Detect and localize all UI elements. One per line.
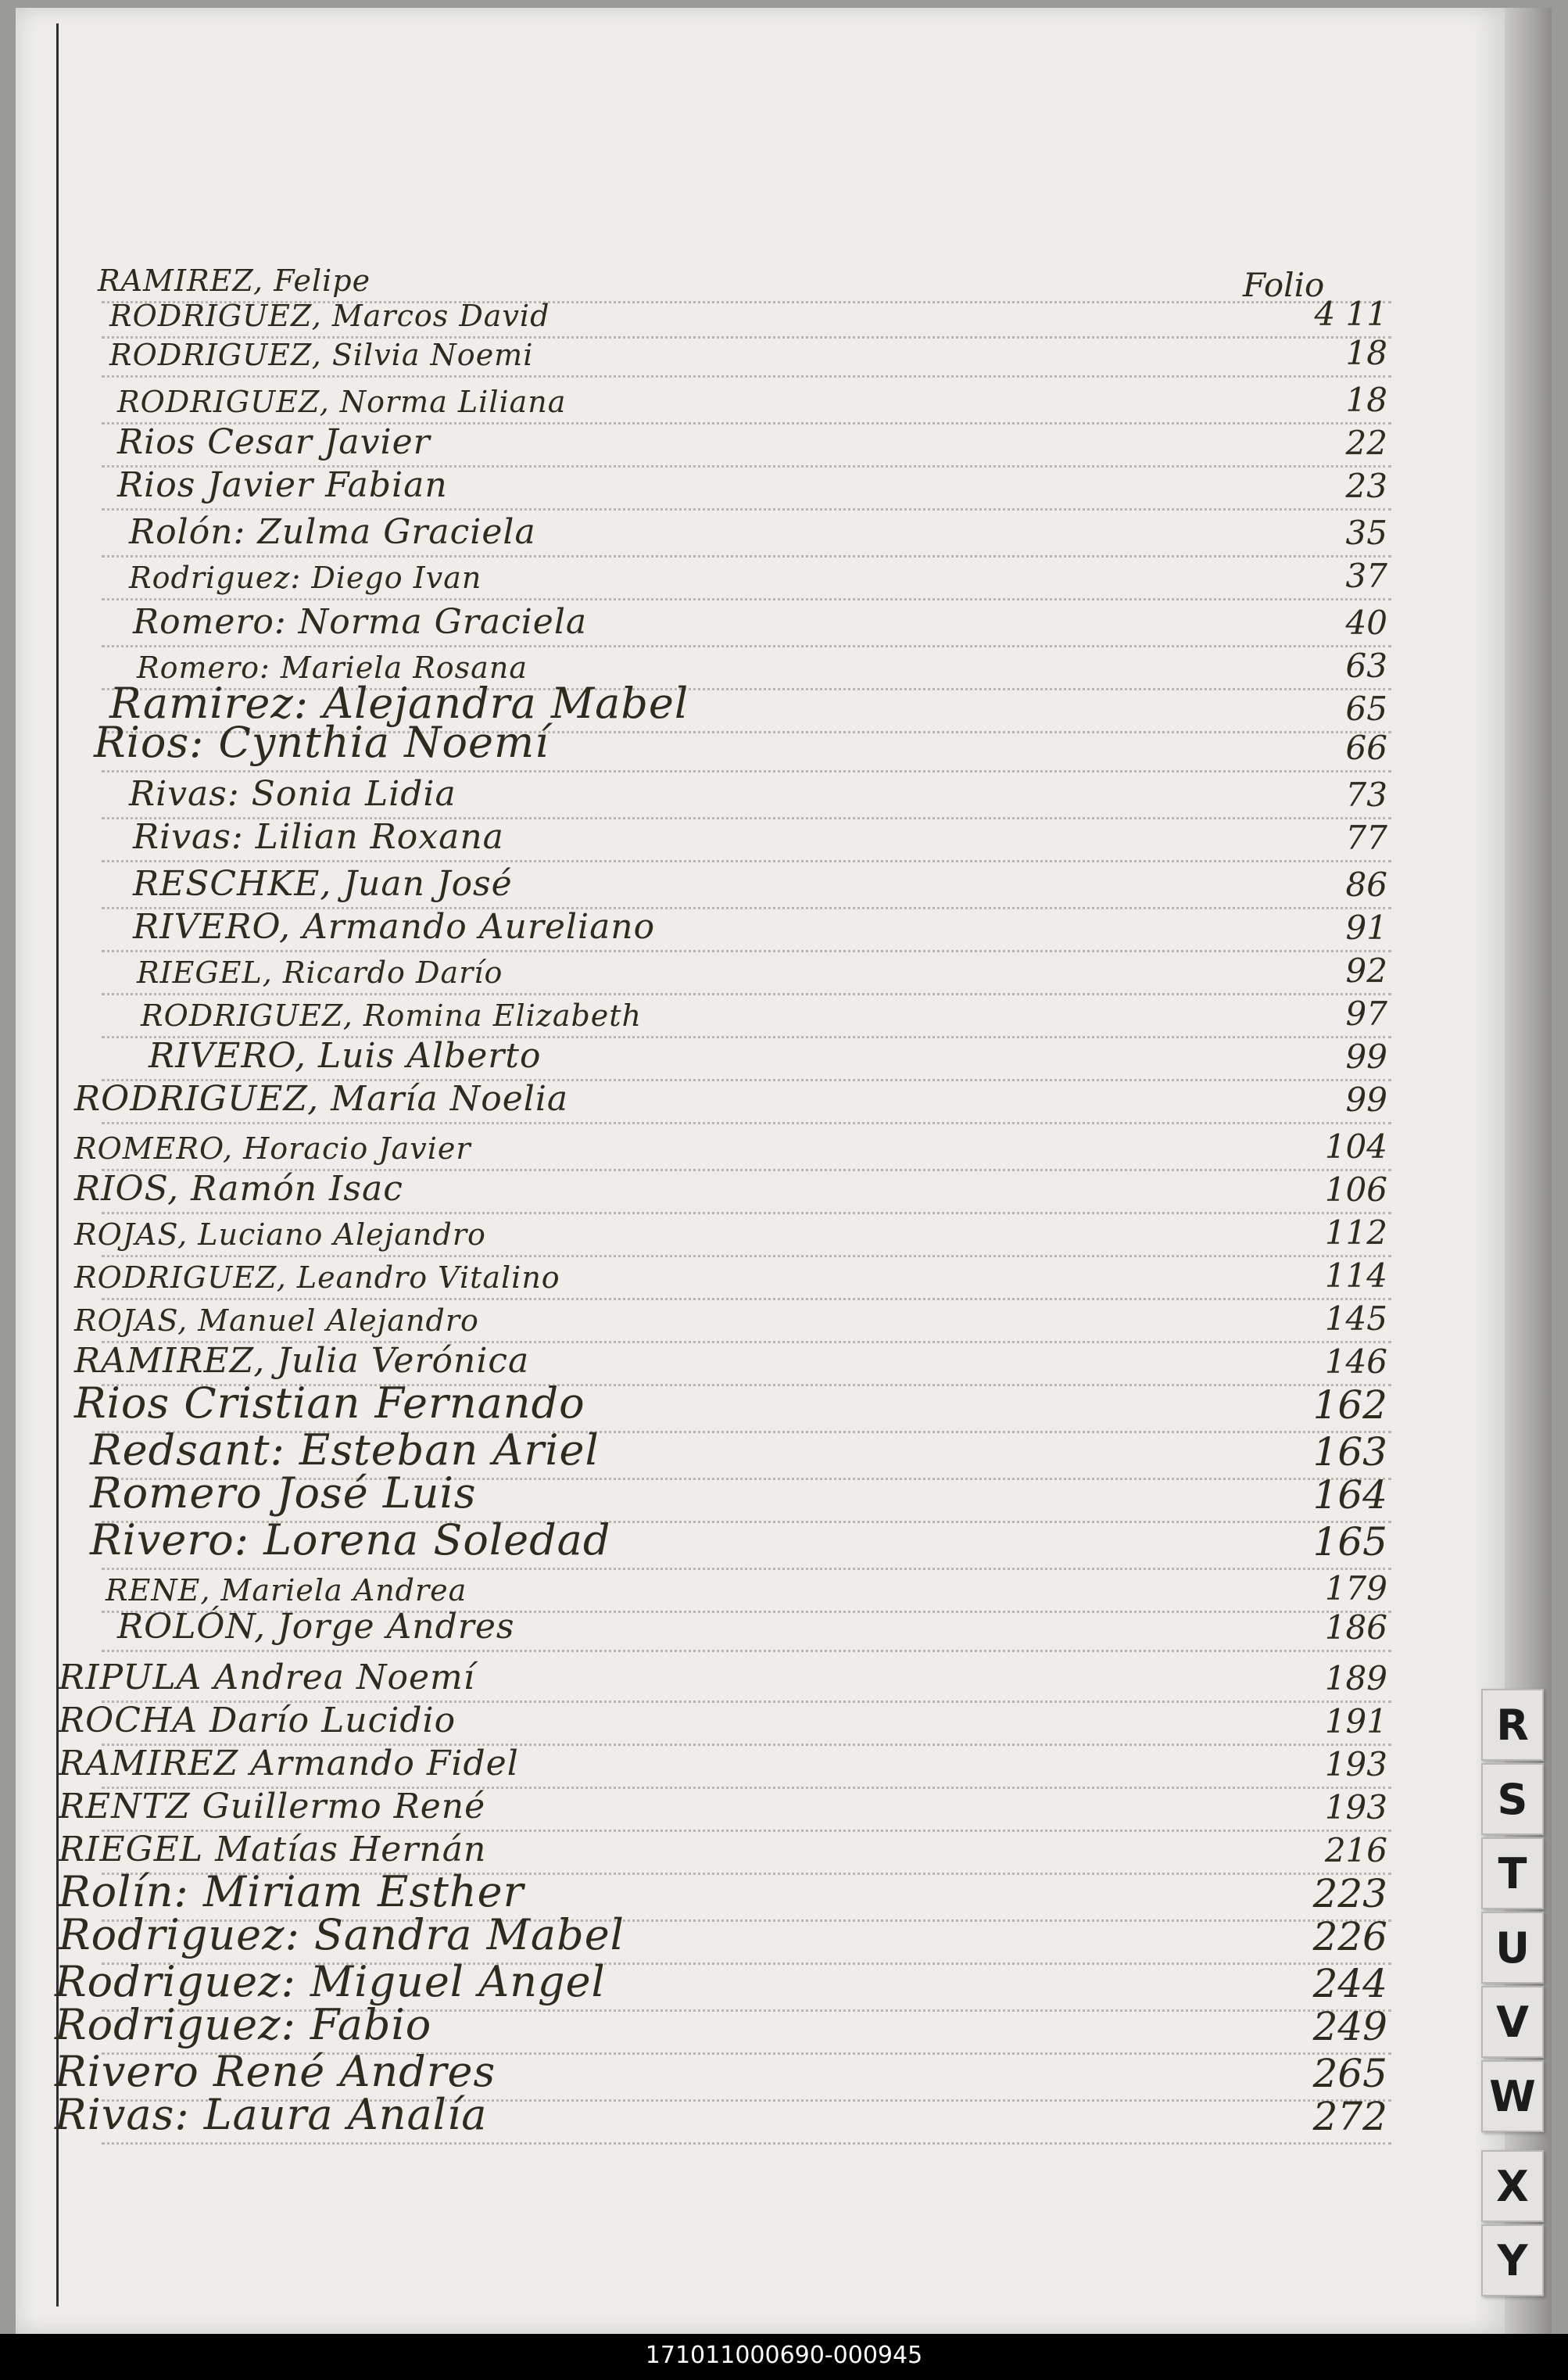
entry-folio: 65 bbox=[1345, 690, 1387, 728]
ledger-entry bbox=[0, 1378, 1489, 1429]
ledger-entry bbox=[0, 1740, 1489, 1785]
entry-name: RIPULA Andrea Noemí bbox=[59, 1658, 475, 1697]
entry-name: RODRIGUEZ, Marcos David bbox=[109, 299, 550, 333]
entry-folio: 226 bbox=[1312, 1914, 1387, 1959]
entry-name: RODRIGUEZ, Silvia Noemi bbox=[109, 338, 534, 372]
ledger-entry bbox=[0, 328, 1489, 374]
ledger-entry bbox=[0, 903, 1489, 948]
entry-folio: 186 bbox=[1324, 1608, 1387, 1647]
index-tab-v[interactable]: V bbox=[1481, 1986, 1544, 2058]
entry-folio: 216 bbox=[1324, 1831, 1387, 1869]
entry-name: RODRIGUEZ, Leandro Vitalino bbox=[74, 1260, 560, 1295]
ruled-line bbox=[102, 1650, 1391, 1652]
entry-folio: 18 bbox=[1345, 381, 1387, 419]
entry-name: Rivero: Lorena Soledad bbox=[90, 1515, 611, 1565]
ledger-entry bbox=[0, 1165, 1489, 1210]
entry-folio: 92 bbox=[1345, 952, 1387, 990]
index-tab-r[interactable]: R bbox=[1481, 1689, 1544, 1761]
ledger-entry bbox=[0, 551, 1489, 597]
ledger-entry bbox=[0, 1294, 1489, 1339]
entry-folio: 73 bbox=[1345, 776, 1387, 814]
entry-name: Redsant: Esteban Ariel bbox=[90, 1425, 600, 1475]
index-tab-w[interactable]: W bbox=[1481, 2060, 1544, 2132]
folio-header: Folio bbox=[1243, 266, 1325, 304]
entry-name: Ramirez: Alejandra Mabel bbox=[109, 679, 689, 728]
ruled-line bbox=[102, 2142, 1391, 2145]
ledger-entry bbox=[0, 1697, 1489, 1742]
entry-folio: 145 bbox=[1324, 1299, 1387, 1338]
entry-folio: 99 bbox=[1345, 1038, 1387, 1076]
entry-folio: 265 bbox=[1312, 2051, 1387, 2096]
entry-name: Rivas: Laura Analía bbox=[55, 2090, 488, 2139]
entry-folio: 91 bbox=[1345, 909, 1387, 947]
document-id-label: 171011000690-000945 bbox=[645, 2342, 923, 2369]
entry-name: Rios Cristian Fernando bbox=[74, 1378, 585, 1428]
index-tab-s[interactable]: S bbox=[1481, 1763, 1544, 1835]
entry-folio: 165 bbox=[1312, 1519, 1387, 1565]
entry-folio: 249 bbox=[1312, 2004, 1387, 2049]
entry-name: RENTZ Guillermo René bbox=[59, 1787, 486, 1826]
entry-name: Romero José Luis bbox=[90, 1468, 477, 1518]
ledger-entry bbox=[0, 598, 1489, 643]
entry-folio: 193 bbox=[1324, 1788, 1387, 1826]
entry-folio: 22 bbox=[1345, 424, 1387, 462]
entry-folio: 272 bbox=[1312, 2094, 1387, 2139]
entry-name: RODRIGUEZ, Romina Elizabeth bbox=[141, 998, 643, 1033]
entry-folio: 193 bbox=[1324, 1745, 1387, 1783]
ledger-entry bbox=[0, 375, 1489, 421]
entry-folio: 77 bbox=[1345, 819, 1387, 857]
entry-folio: 37 bbox=[1345, 557, 1387, 595]
entry-name: Rios Javier Fabian bbox=[117, 465, 448, 505]
page-stack-edge bbox=[1505, 8, 1552, 2334]
entry-folio: 97 bbox=[1345, 995, 1387, 1033]
entry-folio: 99 bbox=[1345, 1081, 1387, 1119]
entry-folio: 66 bbox=[1345, 729, 1387, 767]
entry-folio: 104 bbox=[1324, 1127, 1387, 1166]
index-tab-y[interactable]: Y bbox=[1481, 2224, 1544, 2296]
entry-folio: 189 bbox=[1324, 1659, 1387, 1697]
entry-folio: 35 bbox=[1345, 514, 1387, 552]
entry-name: RIEGEL, Ricardo Darío bbox=[137, 955, 503, 990]
entry-name: Rodriguez: Sandra Mabel bbox=[59, 1910, 625, 1959]
entry-folio: 18 bbox=[1345, 334, 1387, 372]
ledger-entry bbox=[0, 1783, 1489, 1828]
entry-name: Rivas: Sonia Lidia bbox=[129, 774, 456, 814]
entry-folio: 162 bbox=[1312, 1382, 1387, 1428]
ledger-entry bbox=[0, 1654, 1489, 1699]
entry-name: Rivas: Lilian Roxana bbox=[133, 817, 504, 857]
entry-folio: 244 bbox=[1312, 1961, 1387, 2006]
entry-folio: 164 bbox=[1312, 1472, 1387, 1518]
entry-name: Romero: Mariela Rosana bbox=[137, 651, 528, 685]
entry-name: ROLÓN, Jorge Andres bbox=[117, 1607, 515, 1647]
ledger-entry bbox=[0, 2000, 1489, 2051]
ledger-entry bbox=[0, 770, 1489, 815]
entry-name: RODRIGUEZ, María Noelia bbox=[74, 1079, 569, 1119]
index-tab-x[interactable]: X bbox=[1481, 2150, 1544, 2222]
entry-name: RIVERO, Armando Aureliano bbox=[133, 907, 656, 947]
entry-name: Rodriguez: Diego Ivan bbox=[129, 561, 482, 595]
entry-folio: 63 bbox=[1345, 647, 1387, 685]
entry-name: ROMERO, Horacio Javier bbox=[74, 1131, 471, 1166]
entry-name: Rolón: Zulma Graciela bbox=[129, 512, 536, 552]
entry-folio: 86 bbox=[1345, 866, 1387, 904]
entry-folio: 106 bbox=[1324, 1170, 1387, 1209]
ledger-entry bbox=[0, 1122, 1489, 1167]
entry-folio: 163 bbox=[1312, 1429, 1387, 1475]
entry-name: ROJAS, Luciano Alejandro bbox=[74, 1217, 486, 1252]
entry-name: ROJAS, Manuel Alejandro bbox=[74, 1303, 479, 1338]
entry-name: RIVERO, Luis Alberto bbox=[149, 1036, 542, 1076]
entry-name: RENE, Mariela Andrea bbox=[106, 1573, 467, 1608]
ledger-entry bbox=[0, 1337, 1489, 1382]
entry-name: RAMIREZ, Felipe bbox=[98, 263, 371, 298]
entry-name: RESCHKE, Juan José bbox=[133, 864, 513, 904]
entry-folio: 40 bbox=[1345, 604, 1387, 642]
entry-name: RODRIGUEZ, Norma Liliana bbox=[117, 385, 567, 419]
ledger-entry bbox=[0, 946, 1489, 991]
ledger-entry bbox=[0, 461, 1489, 507]
ledger-entry bbox=[0, 1603, 1489, 1648]
entry-name: Rodriguez: Miguel Angel bbox=[55, 1957, 606, 2006]
ledger-entry bbox=[0, 508, 1489, 554]
ledger-entry bbox=[0, 1032, 1489, 1077]
ledger-entry bbox=[0, 813, 1489, 858]
entry-name: Rios Cesar Javier bbox=[117, 422, 431, 462]
ledger-entry bbox=[0, 1208, 1489, 1253]
ledger-entry bbox=[0, 2090, 1489, 2141]
entry-folio: 112 bbox=[1324, 1213, 1387, 1252]
entry-name: Rolín: Miriam Esther bbox=[59, 1867, 524, 1916]
ledger-entry bbox=[0, 1826, 1489, 1871]
ledger-entry bbox=[0, 1075, 1489, 1120]
entry-name: Rivero René Andres bbox=[55, 2047, 496, 2096]
index-tab-u[interactable]: U bbox=[1481, 1912, 1544, 1984]
entry-name: RIOS, Ramón Isac bbox=[74, 1169, 403, 1209]
entry-folio: 23 bbox=[1345, 467, 1387, 505]
entry-name: Rodriguez: Fabio bbox=[55, 2000, 432, 2049]
entry-folio: 146 bbox=[1324, 1342, 1387, 1381]
index-tab-t[interactable]: T bbox=[1481, 1837, 1544, 1909]
entry-name: Rios: Cynthia Noemí bbox=[94, 718, 550, 767]
ledger-entry bbox=[0, 1910, 1489, 1961]
entry-folio: 223 bbox=[1312, 1871, 1387, 1916]
ledger-entry bbox=[0, 1251, 1489, 1296]
ledger-entry bbox=[0, 1515, 1489, 1566]
ledger-entry bbox=[0, 418, 1489, 464]
entry-folio: 179 bbox=[1324, 1569, 1387, 1608]
ledger-entry bbox=[0, 1468, 1489, 1519]
entry-name: RIEGEL Matías Hernán bbox=[59, 1830, 487, 1869]
entry-name: Romero: Norma Graciela bbox=[133, 602, 588, 642]
entry-folio: 114 bbox=[1324, 1256, 1387, 1295]
entry-folio: 191 bbox=[1324, 1702, 1387, 1740]
entry-name: ROCHA Darío Lucidio bbox=[59, 1701, 456, 1740]
entry-name: RAMIREZ Armando Fidel bbox=[59, 1744, 519, 1783]
ledger-entry bbox=[0, 718, 1489, 769]
entry-folio: 4 11 bbox=[1314, 295, 1387, 333]
ledger-entry bbox=[0, 860, 1489, 905]
entry-name: RAMIREZ, Julia Verónica bbox=[74, 1341, 530, 1381]
ledger-entry bbox=[0, 989, 1489, 1034]
